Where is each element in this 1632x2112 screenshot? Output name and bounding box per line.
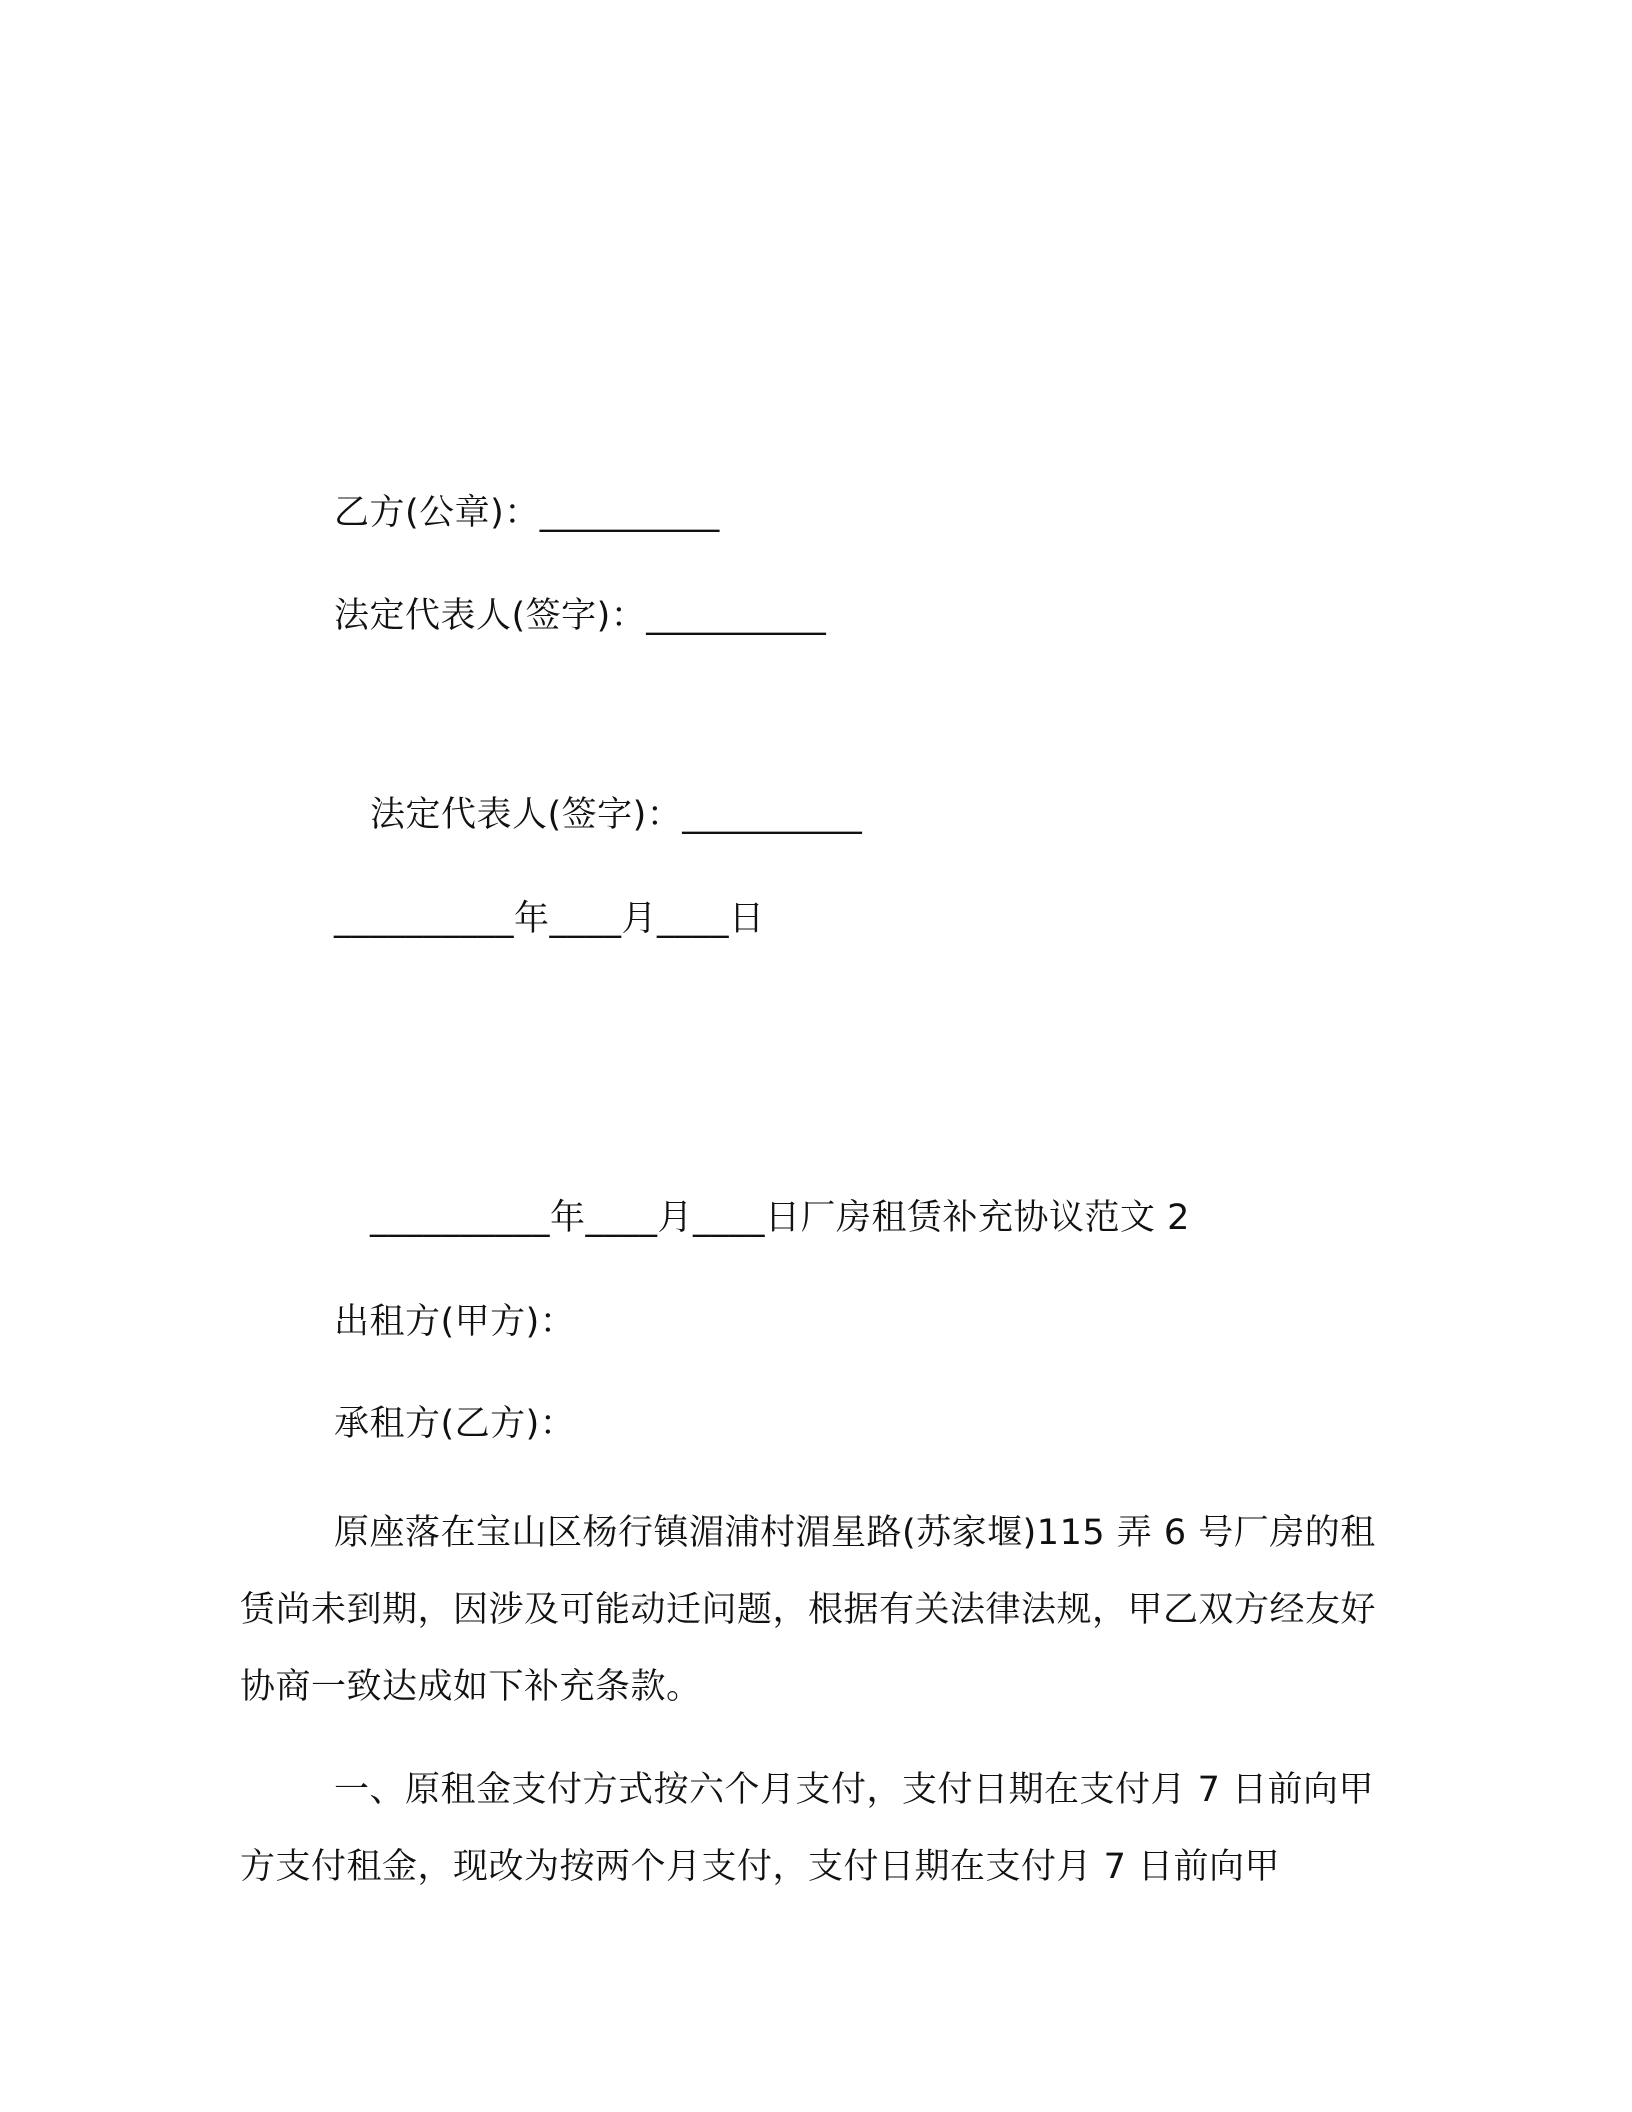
lessor-party-a: 出租方(甲方)： [334,1302,576,1342]
agreement-title: __________年____月____日厂房租赁补充协议范文 2 [370,1198,1190,1238]
legal-representative-signature-line: 法定代表人(签字)：__________ [334,596,827,636]
legal-representative-signature-line-2: 法定代表人(签字)：__________ [370,795,863,835]
lessee-party-b: 承租方(乙方)： [334,1404,576,1444]
signing-date-line: __________年____月____日 [334,899,765,939]
intro-paragraph: 原座落在宝山区杨行镇湄浦村湄星路(苏家堰)115 弄 6 号厂房的租赁尚未到期，因涉及可能动迁问题，根据有关法律法规，甲乙双方经友好协商一致达成如下补充条款。 [240,1513,1377,1707]
clause-1-paragraph: 一、原租金支付方式按六个月支付，支付日期在支付月 7 日前向甲方支付租金，现改为按两个月支付，支付日期在支付月 7 日前向甲 [240,1770,1375,1887]
party-b-seal-line: 乙方(公章)：__________ [334,493,720,533]
